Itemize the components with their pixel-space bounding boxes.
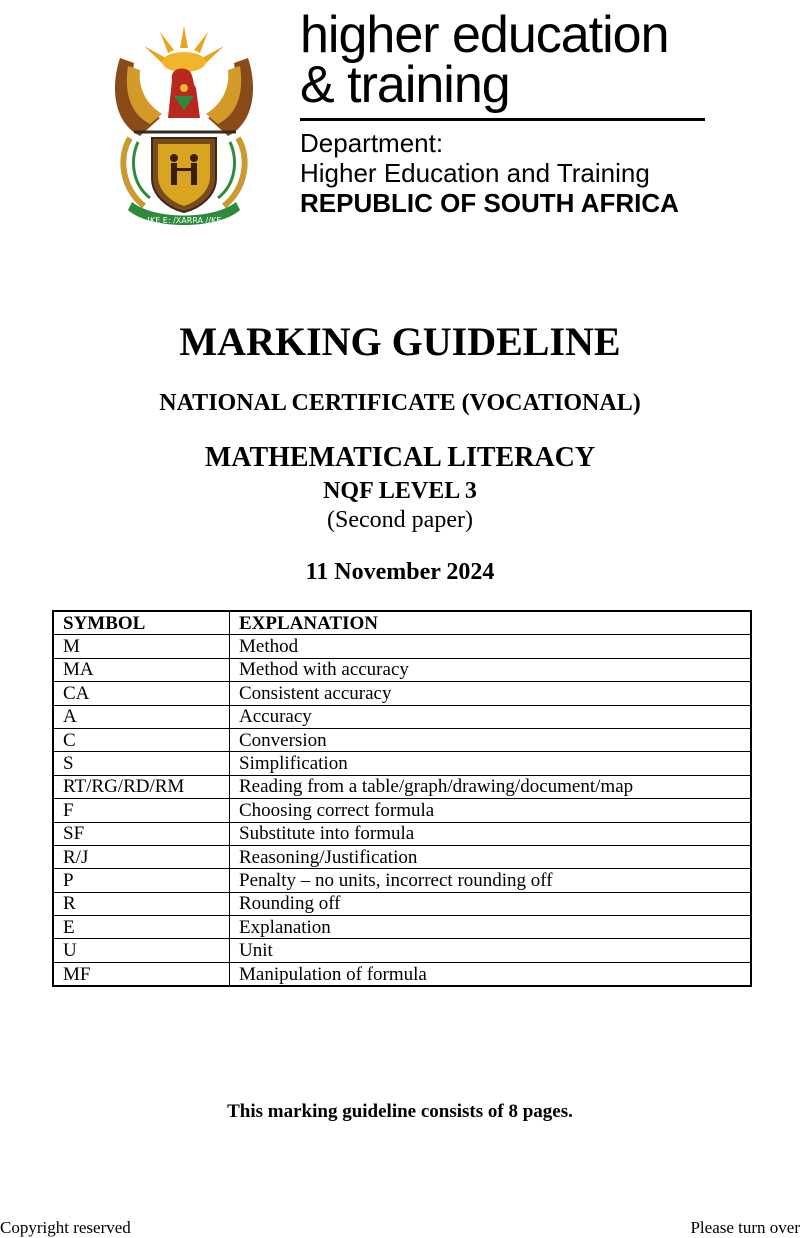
table-row (53, 822, 751, 845)
table-row (53, 869, 751, 892)
symbol-cell: U (53, 939, 230, 962)
header-divider (300, 118, 705, 121)
table-row (53, 916, 751, 939)
explanation-cell: Unit (230, 939, 752, 962)
paper-number: (Second paper) (327, 507, 473, 533)
symbol-cell: S (53, 752, 230, 775)
department-name-block (300, 128, 730, 218)
symbol-cell: RT/RG/RD/RM (53, 775, 230, 798)
coat-of-arms-logo (100, 18, 268, 232)
table-row (53, 775, 751, 798)
explanation-cell: Choosing correct formula (230, 799, 752, 822)
document-title: MARKING GUIDELINE (179, 319, 621, 364)
table-row (53, 962, 751, 986)
wordmark-line-1: higher education (300, 6, 669, 64)
table-row (53, 939, 751, 962)
country-name: REPUBLIC OF SOUTH AFRICA (300, 188, 679, 218)
symbol-cell: MA (53, 658, 230, 681)
table-row (53, 705, 751, 728)
crest-motto-text: !KE E: /XARRA //KE (146, 216, 222, 225)
explanation-cell: Reading from a table/graph/drawing/document/map (230, 775, 752, 798)
table-header-row (53, 611, 751, 635)
symbol-cell: F (53, 799, 230, 822)
explanation-cell: Simplification (230, 752, 752, 775)
exam-date: 11 November 2024 (305, 559, 495, 585)
symbol-cell: M (53, 635, 230, 658)
table-row (53, 682, 751, 705)
explanation-cell: Penalty – no units, incorrect rounding off (230, 869, 752, 892)
explanation-cell: Rounding off (230, 892, 752, 915)
page-count-note: This marking guideline consists of 8 pages. (227, 1101, 573, 1122)
symbol-cell: R (53, 892, 230, 915)
column-header-symbol: SYMBOL (53, 611, 230, 635)
symbol-cell: R/J (53, 845, 230, 868)
symbol-legend-table (52, 610, 752, 987)
symbol-cell: C (53, 728, 230, 751)
department-name: Higher Education and Training (300, 158, 650, 188)
symbol-cell: CA (53, 682, 230, 705)
symbol-cell: A (53, 705, 230, 728)
table-row (53, 658, 751, 681)
table-row (53, 752, 751, 775)
column-header-explanation: EXPLANATION (230, 611, 752, 635)
explanation-cell: Method with accuracy (230, 658, 752, 681)
symbol-cell: P (53, 869, 230, 892)
explanation-cell: Substitute into formula (230, 822, 752, 845)
footer-copyright: Copyright reserved (0, 1218, 131, 1237)
explanation-cell: Reasoning/Justification (230, 845, 752, 868)
department-label: Department: (300, 128, 444, 158)
table-row (53, 845, 751, 868)
footer-turn-over: Please turn over (690, 1218, 800, 1237)
subject-name: MATHEMATICAL LITERACY (204, 442, 596, 473)
table-row (53, 635, 751, 658)
table-row (53, 728, 751, 751)
table-row (53, 799, 751, 822)
department-wordmark (300, 6, 720, 114)
explanation-cell: Accuracy (230, 705, 752, 728)
explanation-cell: Manipulation of formula (230, 962, 752, 986)
symbol-cell: SF (53, 822, 230, 845)
document-subtitle: NATIONAL CERTIFICATE (VOCATIONAL) (159, 390, 641, 416)
table-row (53, 892, 751, 915)
wordmark-line-2: & training (300, 56, 510, 114)
symbol-cell: MF (53, 962, 230, 986)
explanation-cell: Conversion (230, 728, 752, 751)
nqf-level: NQF LEVEL 3 (323, 478, 477, 504)
explanation-cell: Consistent accuracy (230, 682, 752, 705)
symbol-cell: E (53, 916, 230, 939)
explanation-cell: Method (230, 635, 752, 658)
explanation-cell: Explanation (230, 916, 752, 939)
